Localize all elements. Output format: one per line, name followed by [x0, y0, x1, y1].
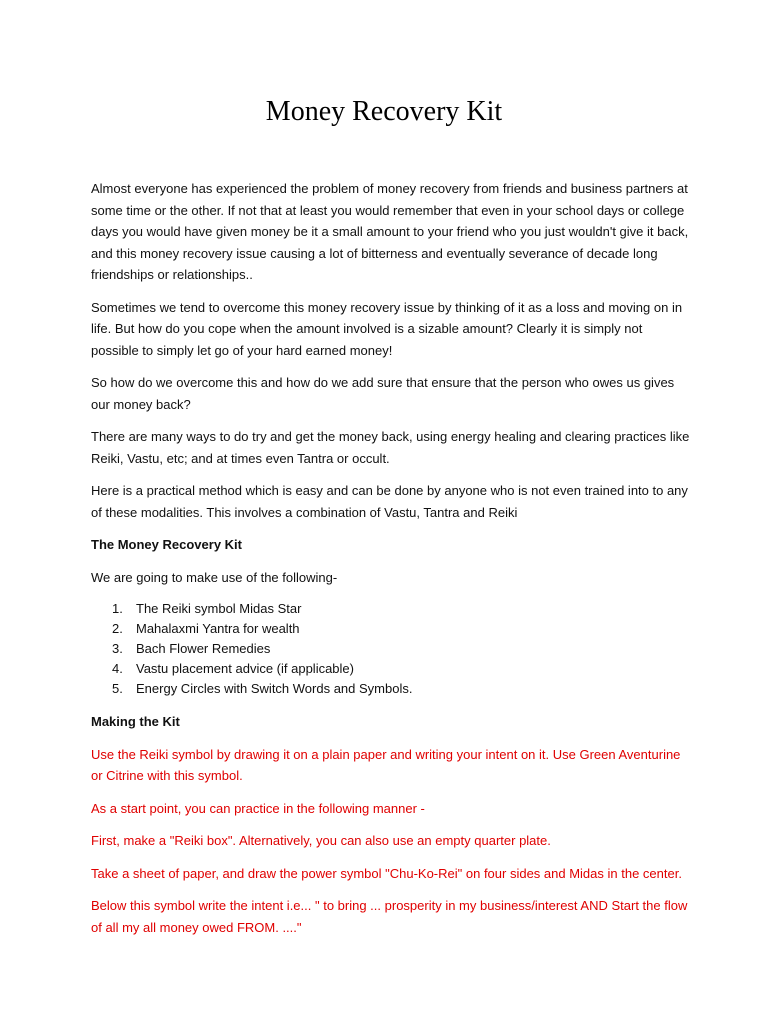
paragraph: Here is a practical method which is easy and can be done by anyone who is not even trained into to any of these modalities. This involves a combination of Vastu, Tantra and Reiki [91, 483, 688, 520]
paragraph: So how do we overcome this and how do we add sure that ensure that the person who owes us gives our money back? [91, 375, 675, 412]
list-number: 2. [112, 621, 123, 636]
document-title: Money Recovery Kit [265, 96, 503, 127]
paragraph: Almost everyone has experienced the problem of money recovery from friends and business partners at some time or the other. If not that at least you would remember that even in your school days or college days you would have given money be it a small amount to your friend who you just wouldn't give it back, and this money recovery issue causing a lot of bitterness and eventually severance of decade long friendships or relationships.. [91, 181, 689, 282]
materials-list [91, 599, 691, 699]
red-paragraph: First, make a "Reiki box". Alternatively, you can also use an empty quarter plate. [91, 833, 551, 848]
list-item-text: Mahalaxmi Yantra for wealth [136, 621, 300, 636]
list-item-text: The Reiki symbol Midas Star [136, 601, 302, 616]
red-paragraph: As a start point, you can practice in the following manner - [91, 800, 425, 816]
list-item-text: Vastu placement advice (if applicable) [136, 661, 354, 676]
list-number: 3. [112, 641, 123, 656]
list-item [91, 679, 691, 699]
list-item [91, 619, 691, 639]
list-number: 5. [112, 681, 123, 696]
list-item-text: Bach Flower Remedies [136, 641, 271, 656]
document-body [91, 178, 691, 949]
red-paragraph: Below this symbol write the intent i.e... " to bring ... prosperity in my business/interest AND Start the flow of all my all money owed FROM. ...." [91, 898, 688, 935]
list-number: 4. [112, 661, 123, 676]
red-paragraph: Use the Reiki symbol by drawing it on a plain paper and writing your intent on it. Use Green Aventurine or Citrine with this symbol. [91, 746, 681, 783]
list-item [91, 659, 691, 679]
list-item [91, 599, 691, 619]
section-heading-kit: The Money Recovery Kit [91, 537, 242, 552]
paragraph: Sometimes we tend to overcome this money recovery issue by thinking of it as a loss and moving on in life. But how do you cope when the amount involved is a sizable amount? Clearly it is simply not possible to simply let go of your hard earned money! [91, 299, 683, 358]
list-item [91, 639, 691, 659]
list-intro: We are going to make use of the following- [91, 569, 338, 585]
paragraph: There are many ways to do try and get the money back, using energy healing and clearing practices like Reiki, Vastu, etc; and at times even Tantra or occult. [91, 429, 690, 466]
section-heading-making: Making the Kit [91, 714, 180, 729]
red-paragraph: Take a sheet of paper, and draw the power symbol "Chu-Ko-Rei" on four sides and Midas in the center. [91, 865, 682, 881]
list-number: 1. [112, 601, 123, 616]
list-item-text: Energy Circles with Switch Words and Symbols. [136, 681, 413, 696]
